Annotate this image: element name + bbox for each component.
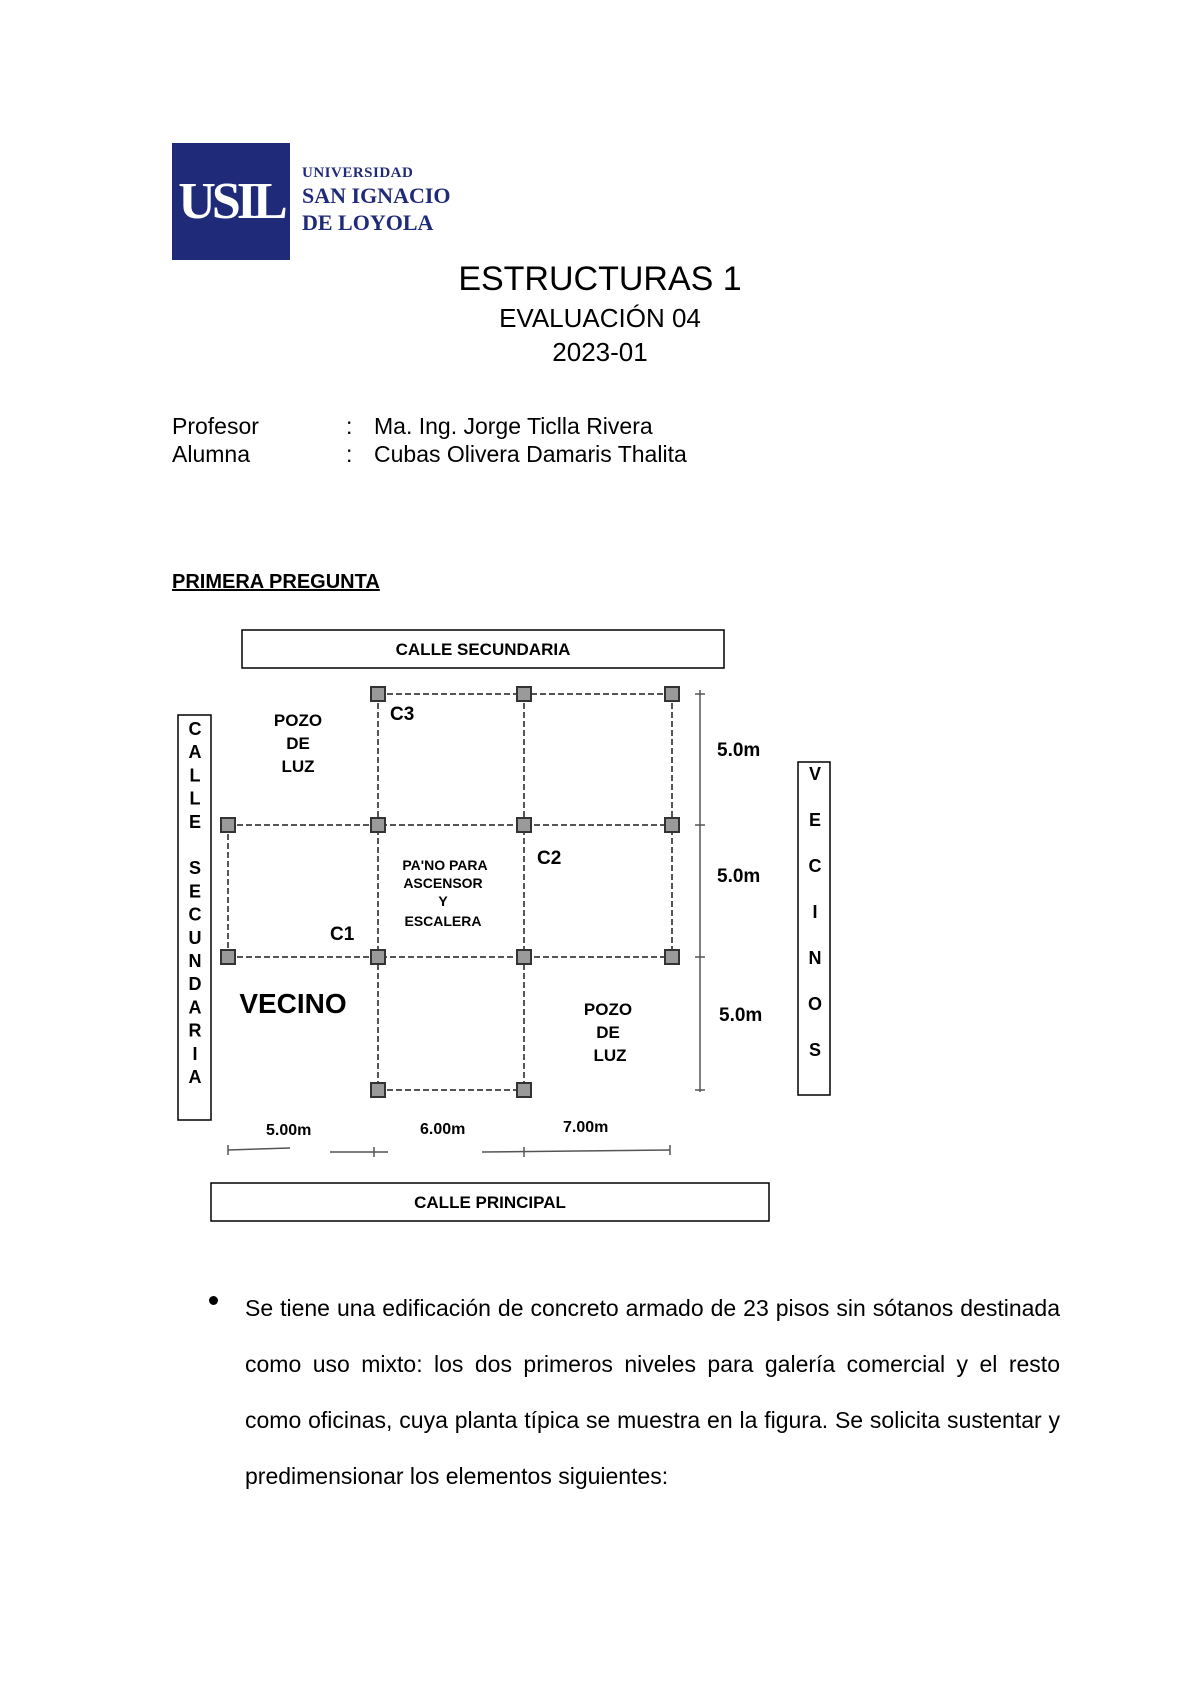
column-marker-1: [517, 687, 531, 701]
column-marker-6: [665, 818, 679, 832]
neighbors-letter-0: V: [808, 764, 822, 784]
light-well-top-line-1: POZO: [273, 711, 323, 730]
neighbor-label: VECINO: [239, 988, 347, 1019]
left-street-letter-4: E: [188, 811, 202, 832]
vertical-dim-1: 5.0m: [717, 740, 761, 761]
left-street-letter-8: C: [188, 904, 202, 925]
logo-text-line-3: DE LOYOLA: [302, 210, 434, 235]
left-street-letter-2: L: [189, 765, 201, 786]
column-label-c3: C3: [390, 704, 415, 725]
left-street-letter-7: E: [188, 881, 202, 902]
document-year: 2023-01: [552, 337, 648, 367]
column-marker-12: [517, 1083, 531, 1097]
left-street-letter-1: A: [188, 742, 202, 763]
bullet-point: [209, 1296, 218, 1305]
neighbors-letter-2: C: [808, 856, 822, 876]
left-street-letter-14: I: [192, 1043, 198, 1064]
light-well-top-line-3: LUZ: [281, 757, 315, 776]
neighbors-letter-3: I: [812, 902, 818, 922]
column-marker-2: [665, 687, 679, 701]
vertical-dim-2: 5.0m: [717, 866, 761, 887]
neighbors-letter-6: S: [808, 1040, 822, 1060]
top-street-label: CALLE SECUNDARIA: [395, 640, 571, 659]
light-well-bottom-line-3: LUZ: [593, 1046, 627, 1065]
neighbors-letter-4: N: [808, 948, 822, 968]
left-street-letter-11: D: [188, 974, 202, 995]
column-marker-7: [221, 950, 235, 964]
left-street-letter-6: S: [188, 858, 202, 879]
light-well-bottom-line-2: DE: [596, 1023, 620, 1042]
left-street-letter-12: A: [188, 997, 202, 1018]
column-label-c2: C2: [537, 848, 562, 869]
column-label-c1: C1: [330, 924, 355, 945]
logo-text-line-2: SAN IGNACIO: [302, 183, 451, 208]
column-marker-8: [371, 950, 385, 964]
document-subtitle: EVALUACIÓN 04: [499, 303, 701, 333]
horizontal-dim-3: 7.00m: [563, 1119, 609, 1136]
horizontal-dimension-line: [228, 1145, 670, 1157]
column-marker-10: [665, 950, 679, 964]
document-title: ESTRUCTURAS 1: [458, 260, 742, 298]
neighbors-letter-5: O: [807, 994, 823, 1014]
left-street-letter-13: R: [188, 1020, 202, 1041]
column-marker-4: [371, 818, 385, 832]
neighbors-letters: [808, 764, 822, 1060]
vertical-dimension-line: [695, 690, 705, 1092]
left-street-letter-0: C: [188, 719, 202, 739]
left-street-letters: [189, 719, 202, 1087]
student-name: Cubas Olivera Damaris Thalita: [374, 441, 687, 467]
professor-name: Ma. Ing. Jorge Ticlla Rivera: [374, 413, 653, 439]
professor-separator: :: [346, 413, 353, 439]
logo-text-line-1: UNIVERSIDAD: [302, 165, 414, 181]
question-paragraph: Se tiene una edificación de concreto armado de 23 pisos sin sótanos destinada como uso mixto: los dos primeros niveles para galería comercial y el resto como oficinas, cuya planta típica se muestra en la figura. Se solicita sustentar y predimensionar los elementos siguientes:: [245, 1295, 1060, 1489]
bottom-street-label: CALLE PRINCIPAL: [414, 1193, 566, 1212]
horizontal-dim-2: 6.00m: [420, 1121, 466, 1138]
left-street-letter-3: L: [189, 788, 201, 809]
left-street-letter-9: U: [188, 927, 202, 948]
light-well-top-line-2: DE: [286, 734, 310, 753]
left-street-letter-15: A: [188, 1067, 202, 1087]
logo-monogram: USIL: [178, 173, 284, 230]
vertical-dim-3: 5.0m: [719, 1005, 763, 1026]
horizontal-dim-1: 5.00m: [266, 1122, 312, 1139]
neighbors-letter-1: E: [808, 810, 822, 830]
light-well-bottom-line-1: POZO: [583, 1000, 633, 1019]
column-marker-11: [371, 1083, 385, 1097]
student-separator: :: [346, 441, 353, 467]
left-street-letter-10: N: [188, 951, 202, 971]
column-marker-5: [517, 818, 531, 832]
professor-label: Profesor: [172, 413, 259, 439]
elevator-shaft-line-1: PA'NO PARA: [402, 857, 488, 873]
elevator-shaft-line-4: ESCALERA: [404, 913, 482, 929]
section-heading: PRIMERA PREGUNTA: [172, 571, 380, 593]
column-marker-0: [371, 687, 385, 701]
column-marker-3: [221, 818, 235, 832]
elevator-shaft-line-2: ASCENSOR: [403, 875, 483, 891]
elevator-shaft-line-3: Y: [438, 893, 448, 909]
column-marker-9: [517, 950, 531, 964]
student-label: Alumna: [172, 441, 250, 467]
